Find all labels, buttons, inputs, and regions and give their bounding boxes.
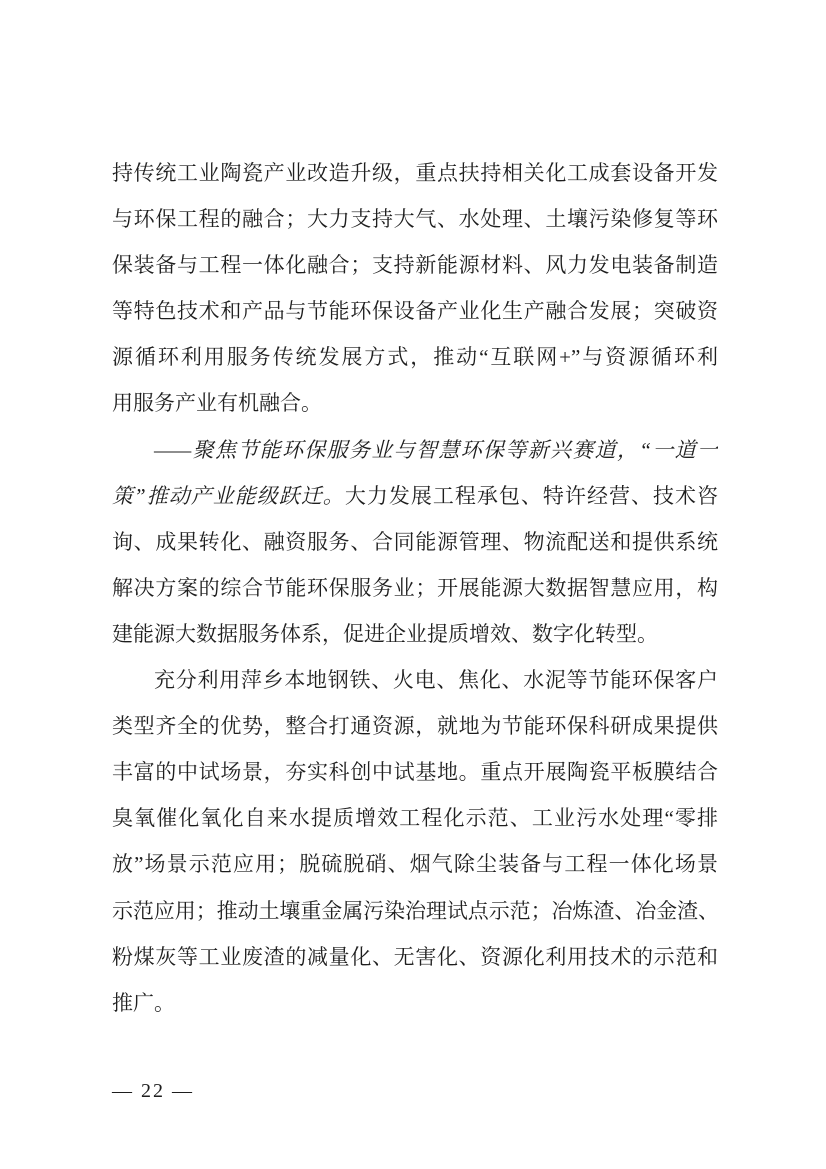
paragraph-focus-services [112, 427, 718, 657]
text-line: 保装备与工程一体化融合；支持新能源材料、风力发电装备制造 [112, 253, 718, 278]
text-line: 臭氧催化氧化自来水提质增效工程化示范、工业污水处理“零排 [112, 806, 718, 831]
text-line: 持传统工业陶瓷产业改造升级，重点扶持相关化工成套设备开发 [112, 161, 718, 185]
text-line [112, 473, 718, 519]
paragraph-pingxiang-resources [112, 657, 718, 1026]
kaiti-run: ——聚焦节能环保服务业与智慧环保等新兴赛道，“一道一 [154, 437, 718, 462]
document-body [112, 150, 718, 1026]
text-run: 大力发展工程承包、特许经营、技术咨 [344, 483, 718, 508]
text-line: 示范应用；推动土壤重金属污染治理试点示范；冶炼渣、冶金渣、 [112, 898, 718, 923]
text-line: 等特色技术和产品与节能环保设备产业化生产融合发展；突破资 [112, 299, 718, 324]
text-line: 类型齐全的优势，整合打通资源，就地为节能环保科研成果提供 [112, 714, 718, 739]
text-line: 建能源大数据服务体系，促进企业提质增效、数字化转型。 [112, 621, 658, 646]
text-line: 源循环利用服务传统发展方式，推动“互联网+”与资源循环利 [112, 345, 718, 370]
text-line: 充分利用萍乡本地钢铁、火电、焦化、水泥等节能环保客户 [154, 668, 718, 693]
text-line: 推广。 [112, 990, 175, 1015]
text-line: 粉煤灰等工业废渣的减量化、无害化、资源化利用技术的示范和 [112, 944, 718, 969]
kaiti-run: 策”推动产业能级跃迁。 [112, 483, 345, 508]
paragraph-continuation [112, 150, 718, 427]
text-line: 丰富的中试场景，夯实科创中试基地。重点开展陶瓷平板膜结合 [112, 760, 718, 785]
text-line: 与环保工程的融合；大力支持大气、水处理、土壤污染修复等环 [112, 207, 718, 232]
text-line: 询、成果转化、融资服务、合同能源管理、物流配送和提供系统 [112, 529, 718, 554]
text-line [112, 427, 718, 473]
text-line: 解决方案的综合节能环保服务业；开展能源大数据智慧应用，构 [112, 575, 718, 600]
page-number: — 22 — [112, 1080, 194, 1102]
text-line: 放”场景示范应用；脱硫脱硝、烟气除尘装备与工程一体化场景 [112, 852, 718, 877]
text-line: 用服务产业有机融合。 [112, 391, 322, 416]
